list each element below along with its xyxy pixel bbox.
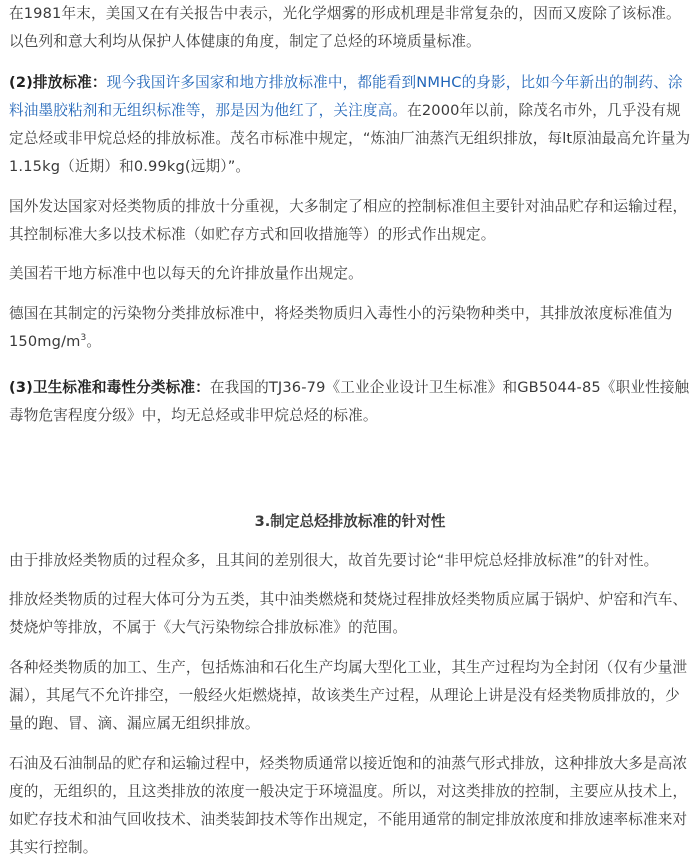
highlighted-text: 现今我国许多国家和地方排放标准中，都能看到NMHC的身影，比如今年新出的制药、涂料油墨胶粘剂和无组织标准等，那是因为他红了，关注度高。 <box>9 74 683 119</box>
superscript-3: 3 <box>80 333 87 344</box>
paragraph-hygiene-standard <box>9 374 692 430</box>
paragraph-intro: 由于排放烃类物质的过程众多，且其间的差别很大，故首先要讨论“非甲烷总烃排放标准”的针对性。 <box>9 552 659 569</box>
paragraph-germany: 德国在其制定的污染物分类排放标准中，将烃类物质归入毒性小的污染物种类中，其排放浓度标准值为$150mg/m^3$。 <box>9 305 673 350</box>
paragraph-1: 在1981年末，美国又在有关报告中表示，光化学烟雾的形成机理是非常复杂的，因而又废除了该标准。以色列和意大利均从保护人体健康的角度，制定了总烃的环境质量标准。 <box>9 5 681 50</box>
emission-standard-label: (2)排放标准： <box>9 74 107 91</box>
emission-standard-text: 在2000年以前，除茂名市外，几乎没有规定总烃或非甲烷总烃的排放标准。茂名市标准中规定，“炼油厂油蒸汽无组织排放，每lt原油最高允许量为1.15kg（近期）和0.99kg(远期）”。 <box>9 102 691 175</box>
paragraph-processing: 各种烃类物质的加工、生产，包括炼油和石化生产均属大型化工业，其生产过程均为全封闭（仅有少量泄漏），其尾气不允许排空，一般经火炬燃烧掉，故该类生产过程，从理论上讲是没有烃类物质排放的，少量的跑、冒、滴、漏应属无组织排放。 <box>9 659 688 732</box>
paragraph-foreign-standards: 国外发达国家对烃类物质的排放十分重视，大多制定了相应的控制标准但主要针对油品贮存和运输过程，其控制标准大多以技术标准（如贮存方式和回收措施等）的形式作出规定。 <box>9 198 688 243</box>
paragraph-emission-standard <box>9 69 692 181</box>
paragraph-five-categories: 排放烃类物质的过程大体可分为五类，其中油类燃烧和焚烧过程排放烃类物质应属于锅炉、炉窑和汽车、焚烧炉等排放，不属于《大气污染物综合排放标准》的范围。 <box>9 591 688 636</box>
paragraph-storage-transport: 石油及石油制品的贮存和运输过程中，烃类物质通常以接近饱和的油蒸气形式排放，这种排放大多是高浓度的，无组织的，且这类排放的浓度一般决定于环境温度。所以，对这类排放的控制，主要应从技术上，如贮存技术和油气回收技术、油类装卸技术等作出规定，不能用通常的制定排放浓度和排放速率标准来对其实行控制。 <box>9 755 688 856</box>
hygiene-standard-label: (3)卫生标准和毒性分类标准： <box>9 379 210 396</box>
paragraph-us-standards: 美国若干地方标准中也以每天的允许排放量作出规定。 <box>9 265 363 282</box>
section-heading: 3.制定总烃排放标准的针对性 <box>254 513 446 530</box>
hygiene-standard-text: 在我国的TJ36-79《工业企业设计卫生标准》和GB5044-85《职业性接触毒物危害程度分级》中，均无总烃或非甲烷总烃的标准。 <box>9 379 690 424</box>
